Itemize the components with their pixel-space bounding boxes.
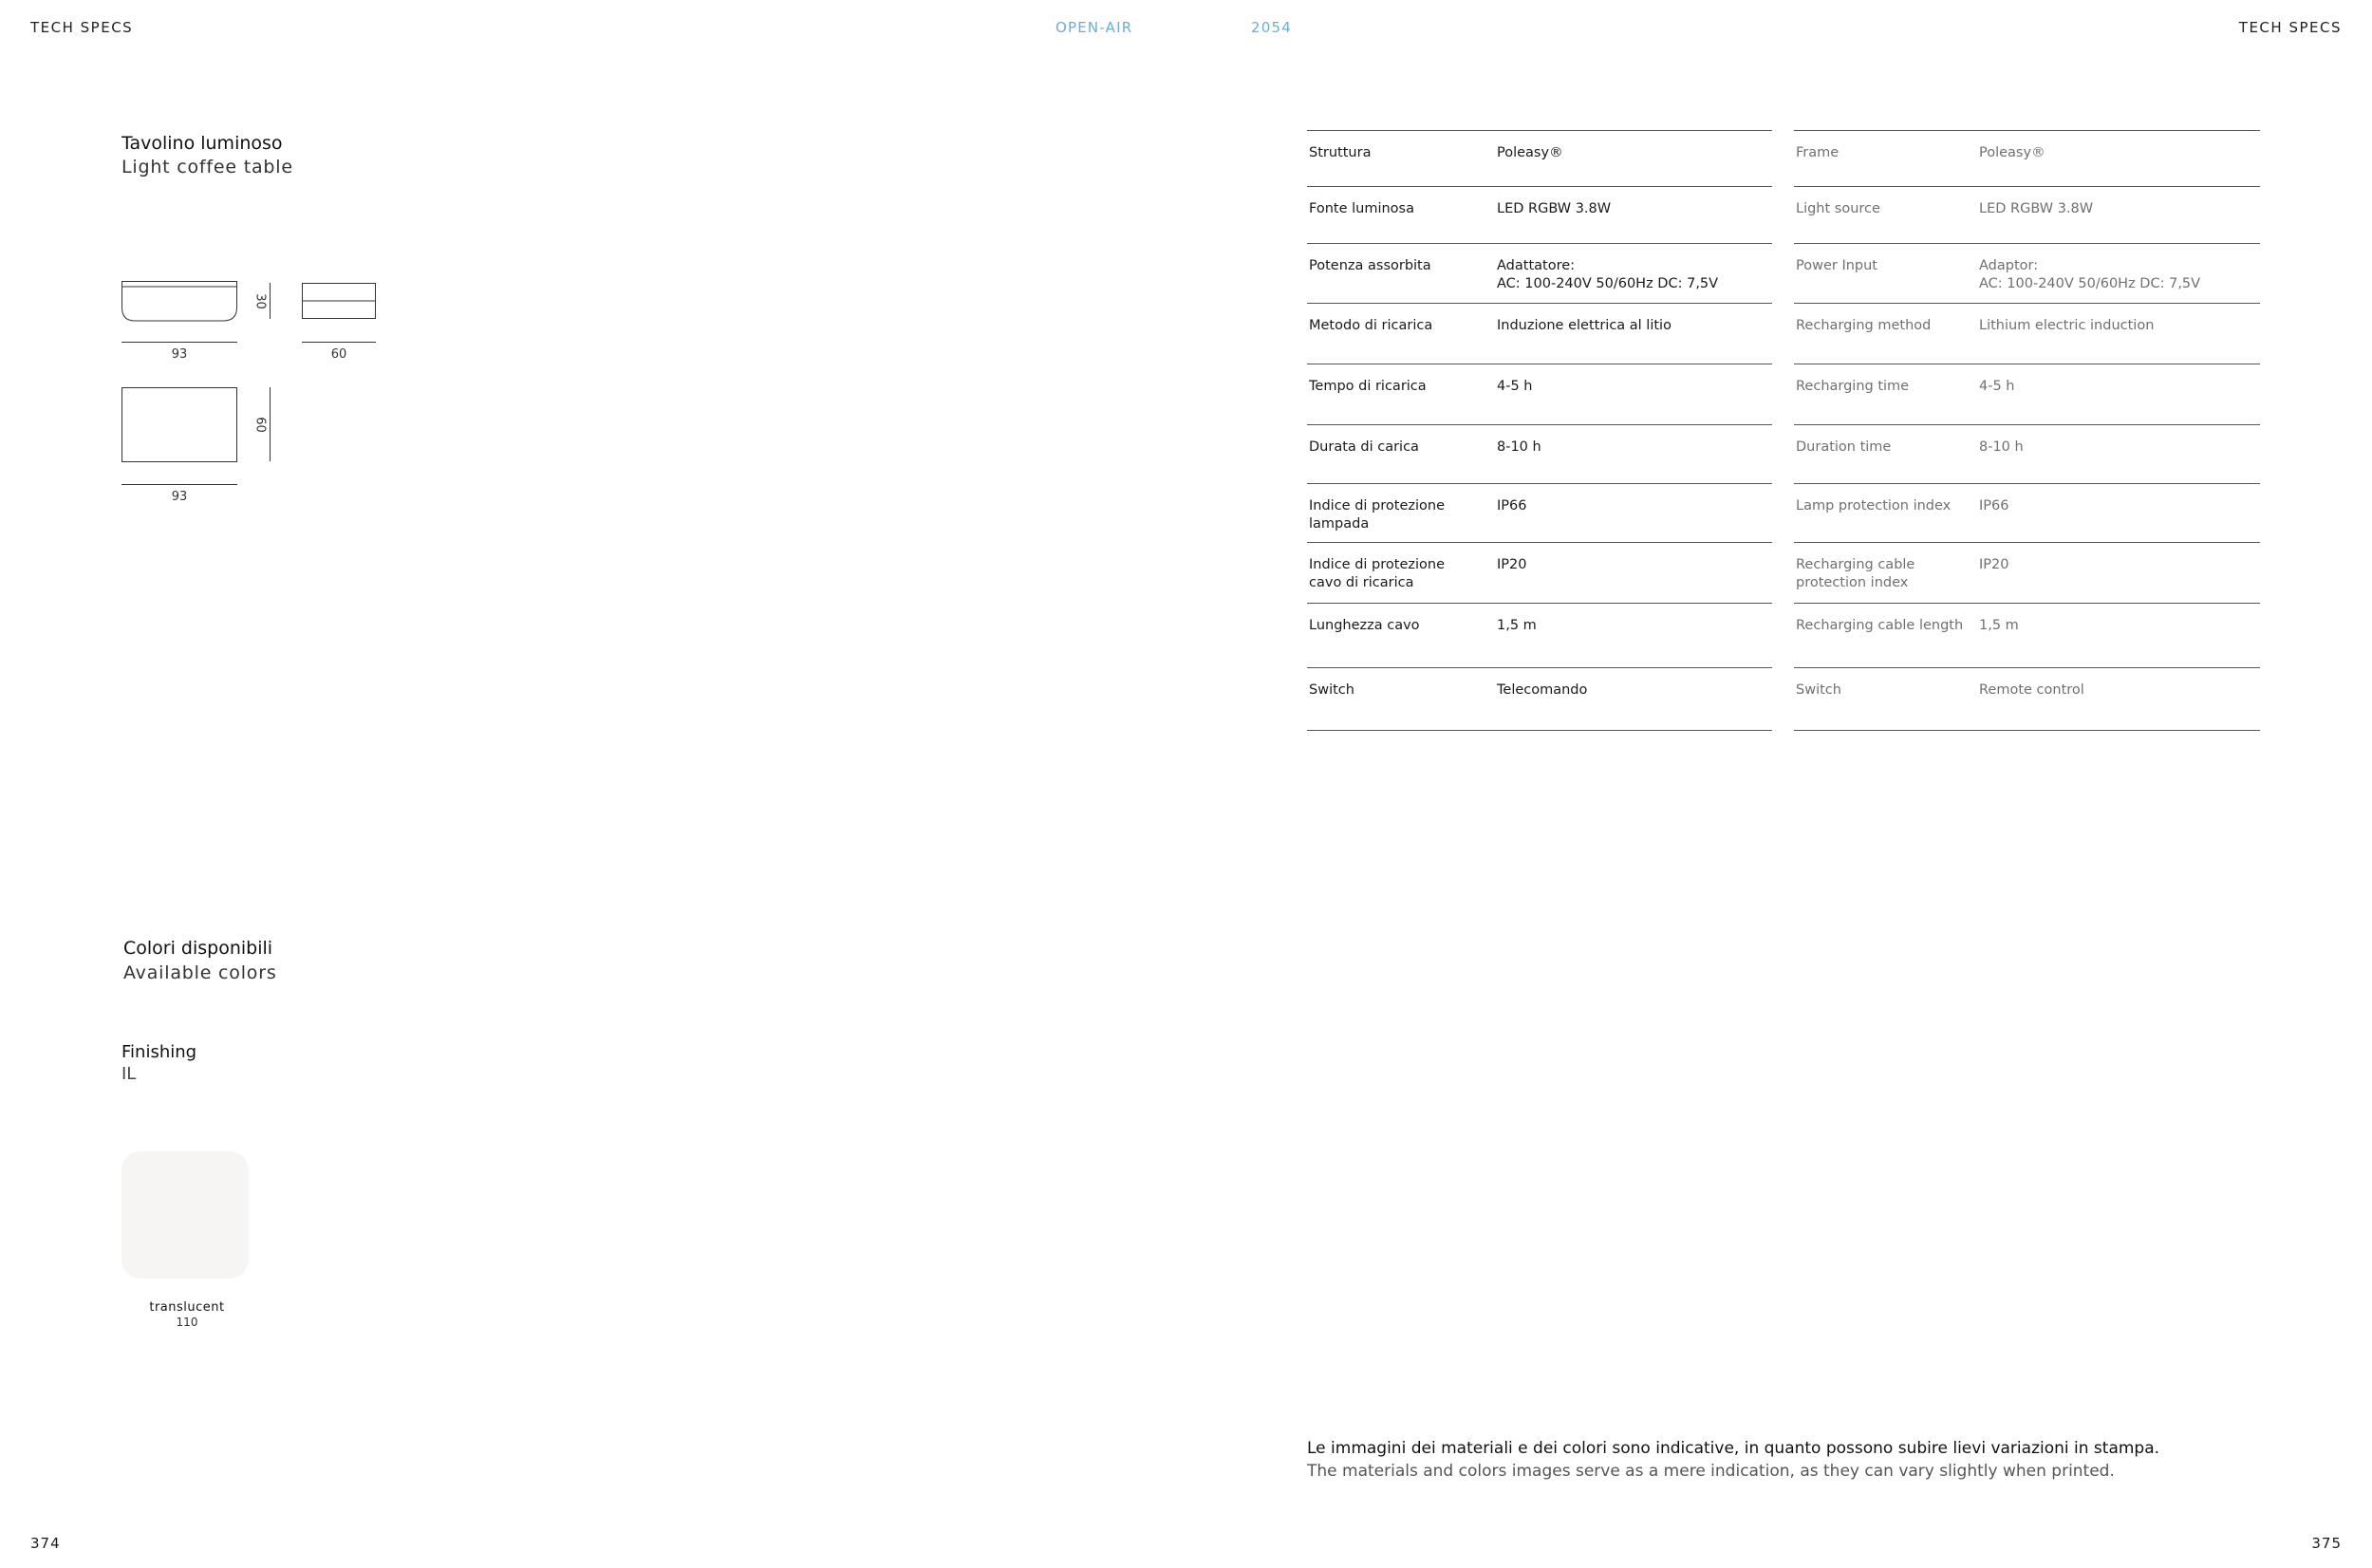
spec-row: [1307, 131, 1772, 187]
spec-row: [1307, 604, 1772, 668]
spec-row: [1794, 244, 2260, 304]
spec-value: Remote control: [1977, 668, 2260, 731]
spec-value: LED RGBW 3.8W: [1977, 187, 2260, 244]
spec-row: [1307, 668, 1772, 731]
spec-value: Induzione elettrica al litio: [1495, 304, 1772, 364]
specs-table-it: [1307, 130, 1772, 731]
depth-dimension-line: [270, 387, 271, 461]
spec-label: Lamp protection index: [1794, 484, 1977, 543]
spec-row: [1307, 543, 1772, 604]
spec-label: Metodo di ricarica: [1307, 304, 1495, 364]
side-view-drawing: [121, 281, 245, 323]
spec-value: 8-10 h: [1977, 425, 2260, 484]
spec-row: [1794, 187, 2260, 244]
spec-value: 8-10 h: [1495, 425, 1772, 484]
spec-label: Indice di protezione cavo di ricarica: [1307, 543, 1495, 604]
spec-label: Durata di carica: [1307, 425, 1495, 484]
product-name-it: Tavolino luminoso: [121, 133, 283, 154]
top-view-drawing: [121, 387, 241, 463]
spec-value: 1,5 m: [1495, 604, 1772, 668]
technical-drawings: [121, 281, 406, 509]
spec-label: Switch: [1307, 668, 1495, 731]
spec-row: [1307, 304, 1772, 364]
side-width-label: 93: [171, 347, 188, 362]
spec-label: Lunghezza cavo: [1307, 604, 1495, 668]
spec-value: Poleasy®: [1495, 131, 1772, 187]
spec-label: Potenza assorbita: [1307, 244, 1495, 304]
colors-title-it: Colori disponibili: [123, 938, 273, 959]
spec-label: Indice di protezione lampada: [1307, 484, 1495, 543]
spec-label: Recharging cable protection index: [1794, 543, 1977, 604]
page-number-left: 374: [30, 1535, 61, 1552]
spec-row: [1307, 484, 1772, 543]
height-dimension-line: [270, 283, 271, 319]
spec-label: Recharging time: [1794, 364, 1977, 425]
spec-label: Recharging cable length: [1794, 604, 1977, 668]
product-name-en: Light coffee table: [121, 157, 293, 177]
spec-label: Tempo di ricarica: [1307, 364, 1495, 425]
spec-label: Struttura: [1307, 131, 1495, 187]
footnote-en: The materials and colors images serve as a mere indication, as they can vary slightly when printed.: [1307, 1462, 2115, 1481]
swatch-code: 110: [176, 1316, 198, 1329]
header-left-label: TECH SPECS: [30, 19, 134, 36]
color-swatch-translucent[interactable]: [121, 1151, 249, 1279]
top-width-dimension-line: [121, 484, 237, 485]
spec-row: [1794, 131, 2260, 187]
spec-value: IP20: [1977, 543, 2260, 604]
finishing-label: Finishing: [121, 1042, 197, 1062]
spec-label: Power Input: [1794, 244, 1977, 304]
side-width-dimension-line: [121, 342, 237, 343]
spec-row: [1794, 668, 2260, 731]
spec-label: Switch: [1794, 668, 1977, 731]
spec-label: Recharging method: [1794, 304, 1977, 364]
spec-value: Lithium electric induction: [1977, 304, 2260, 364]
spec-row: [1307, 187, 1772, 244]
spec-value: IP20: [1495, 543, 1772, 604]
spec-row: [1307, 425, 1772, 484]
swatch-name: translucent: [149, 1300, 225, 1315]
front-width-label: 60: [330, 347, 347, 362]
spec-row: [1307, 364, 1772, 425]
spec-value: Telecomando: [1495, 668, 1772, 731]
spec-value: IP66: [1977, 484, 2260, 543]
spec-value: IP66: [1495, 484, 1772, 543]
side-height-label: 30: [252, 293, 268, 309]
spec-label: Frame: [1794, 131, 1977, 187]
spec-row: [1794, 543, 2260, 604]
spec-label: Light source: [1794, 187, 1977, 244]
specs-table-en: [1794, 130, 2260, 731]
front-width-dimension-line: [302, 342, 376, 343]
spec-row: [1794, 604, 2260, 668]
spec-value: Adaptor: AC: 100-240V 50/60Hz DC: 7,5V: [1977, 244, 2260, 304]
page-number-right: 375: [2311, 1535, 2342, 1552]
header-collection-code: 2054: [1251, 19, 1292, 36]
front-view-drawing: [302, 283, 378, 321]
spec-row: [1794, 425, 2260, 484]
spec-value: 4-5 h: [1977, 364, 2260, 425]
colors-title-en: Available colors: [123, 962, 277, 983]
header-collection-name: OPEN-AIR: [1055, 19, 1133, 36]
footnote-it: Le immagini dei materiali e dei colori sono indicative, in quanto possono subire lievi variazioni in stampa.: [1307, 1439, 2160, 1458]
spec-value: LED RGBW 3.8W: [1495, 187, 1772, 244]
spec-label: Fonte luminosa: [1307, 187, 1495, 244]
spec-label: Duration time: [1794, 425, 1977, 484]
top-depth-label: 60: [252, 417, 268, 433]
spec-value: 4-5 h: [1495, 364, 1772, 425]
spec-value: Poleasy®: [1977, 131, 2260, 187]
spec-value: 1,5 m: [1977, 604, 2260, 668]
spec-row: [1307, 244, 1772, 304]
spec-row: [1794, 364, 2260, 425]
top-width-label: 93: [171, 490, 188, 504]
spec-row: [1794, 304, 2260, 364]
header-right-label: TECH SPECS: [2238, 19, 2342, 36]
spec-row: [1794, 484, 2260, 543]
spec-value: Adattatore: AC: 100-240V 50/60Hz DC: 7,5V: [1495, 244, 1772, 304]
finishing-code: IL: [121, 1064, 137, 1084]
